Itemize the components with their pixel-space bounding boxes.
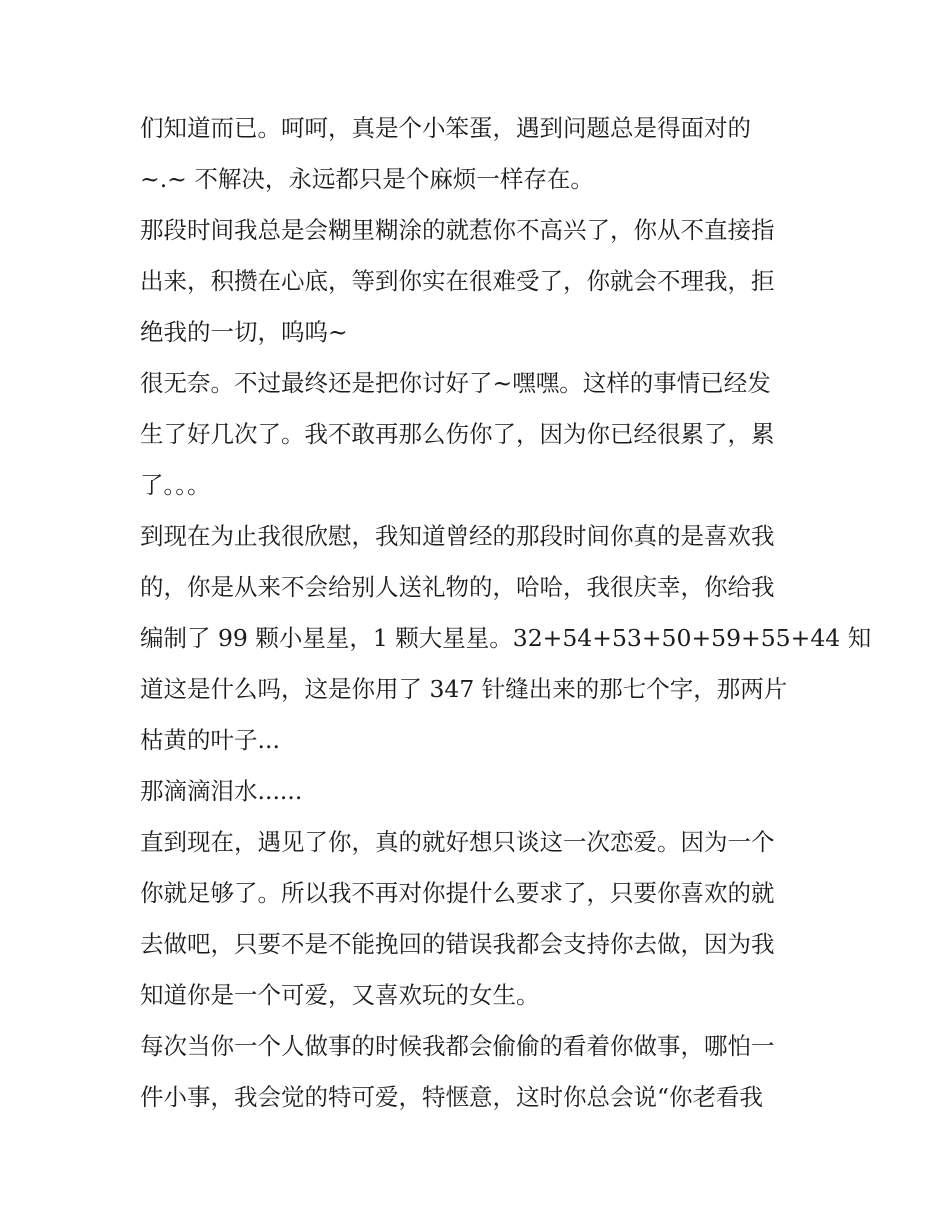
text-line: 直到现在，遇见了你，真的就好想只谈这一次恋爱。因为一个 <box>140 828 775 856</box>
text-line: 很无奈。不过最终还是把你讨好了~嘿嘿。这样的事情已经发 <box>140 369 771 397</box>
text-line: 的，你是从来不会给别人送礼物的，哈哈，我很庆幸，你给我 <box>140 573 775 601</box>
text-line: 生了好几次了。我不敢再那么伤你了，因为你已经很累了，累 <box>140 420 775 448</box>
text-line: 那滴滴泪水...... <box>140 777 303 805</box>
text-line: 了。。。 <box>140 471 211 499</box>
text-line: 出来，积攒在心底，等到你实在很难受了，你就会不理我，拒 <box>140 267 775 295</box>
document-body <box>140 103 872 1123</box>
text-line: 知道你是一个可爱，又喜欢玩的女生。 <box>140 981 540 1009</box>
text-line: 到现在为止我很欣慰，我知道曾经的那段时间你真的是喜欢我 <box>140 522 775 550</box>
text-line: 去做吧，只要不是不能挽回的错误我都会支持你去做，因为我 <box>140 930 775 958</box>
text-line: 每次当你一个人做事的时候我都会偷偷的看着你做事，哪怕一 <box>140 1032 775 1060</box>
text-line: 编制了 99 颗小星星，1 颗大星星。32+54+53+50+59+55+44 知 <box>140 624 872 652</box>
text-line: 那段时间我总是会糊里糊涂的就惹你不高兴了，你从不直接指 <box>140 216 775 244</box>
text-line: 件小事，我会觉的特可爱，特惬意，这时你总会说“你老看我 <box>140 1083 764 1111</box>
text-line: 道这是什么吗，这是你用了 347 针缝出来的那七个字，那两片 <box>140 675 788 703</box>
text-line: 枯黄的叶子... <box>140 726 280 754</box>
text-line: 们知道而已。呵呵，真是个小笨蛋，遇到问题总是得面对的 <box>140 114 751 142</box>
text-line: 绝我的一切，呜呜~ <box>140 318 348 346</box>
text-line: ~.~ 不解决，永远都只是个麻烦一样存在。 <box>140 165 594 193</box>
text-line: 你就足够了。所以我不再对你提什么要求了，只要你喜欢的就 <box>140 879 775 907</box>
